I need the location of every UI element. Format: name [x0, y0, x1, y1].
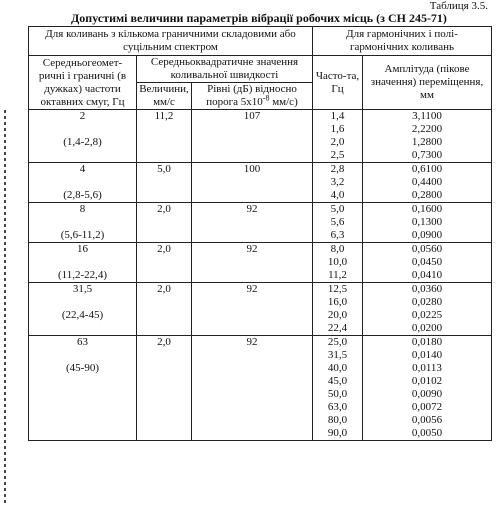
cell-amplitude: 0,0113: [363, 362, 492, 375]
cell-velocity-value: 2,0: [137, 336, 192, 350]
cell-harmonic-frequency: 31,5: [313, 349, 363, 362]
cell-level-db: 100: [192, 163, 313, 177]
cell-level-db: [192, 427, 313, 441]
cell-amplitude: 1,2800: [363, 136, 492, 149]
cell-octave-range: (2,8-5,6): [29, 189, 137, 203]
cell-harmonic-frequency: 11,2: [313, 269, 363, 283]
cell-velocity-value: 2,0: [137, 203, 192, 217]
cell-level-db: [192, 136, 313, 149]
cell-velocity-value: [137, 296, 192, 309]
cell-amplitude: 0,0900: [363, 229, 492, 243]
cell-empty: [29, 349, 137, 362]
cell-velocity-value: [137, 322, 192, 336]
cell-velocity-value: [137, 414, 192, 427]
cell-level-db: [192, 269, 313, 283]
table-row: [29, 401, 492, 414]
table-row: [29, 349, 492, 362]
cell-velocity-value: [137, 189, 192, 203]
cell-octave-frequency: 2: [29, 110, 137, 124]
cell-level-db: [192, 362, 313, 375]
table-row: [29, 123, 492, 136]
vibration-table: [28, 26, 492, 441]
table-row: [29, 336, 492, 350]
cell-velocity-value: [137, 401, 192, 414]
page-margin-mark: [4, 110, 6, 505]
cell-amplitude: 0,0280: [363, 296, 492, 309]
cell-amplitude: 0,0090: [363, 388, 492, 401]
cell-harmonic-frequency: 6,3: [313, 229, 363, 243]
cell-level-db: [192, 349, 313, 362]
cell-amplitude: 0,0450: [363, 256, 492, 269]
cell-octave-frequency: 4: [29, 163, 137, 177]
cell-level-db: [192, 388, 313, 401]
cell-empty: [29, 322, 137, 336]
cell-octave-frequency: 31,5: [29, 283, 137, 297]
table-row: [29, 256, 492, 269]
cell-amplitude: 2,2200: [363, 123, 492, 136]
cell-octave-range: (11,2-22,4): [29, 269, 137, 283]
cell-level-db: 107: [192, 110, 313, 124]
table-row: [29, 229, 492, 243]
cell-harmonic-frequency: 1,6: [313, 123, 363, 136]
cell-amplitude: 0,0180: [363, 336, 492, 350]
cell-octave-range: (22,4-45): [29, 309, 137, 322]
cell-level-db: [192, 322, 313, 336]
table-row: [29, 136, 492, 149]
cell-empty: [29, 427, 137, 441]
cell-amplitude: 0,2800: [363, 189, 492, 203]
cell-amplitude: 0,0200: [363, 322, 492, 336]
table-row: [29, 388, 492, 401]
cell-empty: [29, 414, 137, 427]
cell-velocity-value: [137, 256, 192, 269]
cell-velocity-value: [137, 149, 192, 163]
table-row: [29, 283, 492, 297]
cell-octave-range: (45-90): [29, 362, 137, 375]
cell-harmonic-frequency: 2,8: [313, 163, 363, 177]
cell-harmonic-frequency: 90,0: [313, 427, 363, 441]
cell-harmonic-frequency: 2,0: [313, 136, 363, 149]
cell-level-db: [192, 256, 313, 269]
table-row: [29, 176, 492, 189]
col-level-header: Рівні (дБ) відносно порога $5x10^{-8}$ мм/с): [192, 83, 313, 110]
cell-level-db: [192, 189, 313, 203]
table-row: [29, 216, 492, 229]
cell-amplitude: 0,6100: [363, 163, 492, 177]
cell-level-db: [192, 401, 313, 414]
cell-harmonic-frequency: 50,0: [313, 388, 363, 401]
cell-harmonic-frequency: 4,0: [313, 189, 363, 203]
table-row: [29, 149, 492, 163]
cell-velocity-value: [137, 123, 192, 136]
table-body: [29, 110, 492, 441]
cell-empty: [29, 401, 137, 414]
table-row: [29, 269, 492, 283]
cell-amplitude: 0,0050: [363, 427, 492, 441]
col-harm-freq-header: Часто-та, Гц: [313, 56, 363, 110]
table-row: [29, 110, 492, 124]
cell-octave-range: (5,6-11,2): [29, 229, 137, 243]
cell-harmonic-frequency: 5,6: [313, 216, 363, 229]
cell-velocity-value: [137, 362, 192, 375]
cell-harmonic-frequency: 63,0: [313, 401, 363, 414]
cell-level-db: 92: [192, 336, 313, 350]
cell-empty: [29, 296, 137, 309]
cell-velocity-value: [137, 309, 192, 322]
cell-amplitude: 0,0225: [363, 309, 492, 322]
table-row: [29, 203, 492, 217]
cell-velocity-value: [137, 388, 192, 401]
cell-amplitude: 0,0102: [363, 375, 492, 388]
cell-amplitude: 0,0410: [363, 269, 492, 283]
cell-amplitude: 0,4400: [363, 176, 492, 189]
cell-amplitude: 0,7300: [363, 149, 492, 163]
cell-harmonic-frequency: 2,5: [313, 149, 363, 163]
cell-empty: [29, 388, 137, 401]
cell-amplitude: 0,0140: [363, 349, 492, 362]
table-row: [29, 375, 492, 388]
cell-harmonic-frequency: 80,0: [313, 414, 363, 427]
col-value-header: Величини, мм/с: [137, 83, 192, 110]
table-row: [29, 243, 492, 257]
cell-level-db: [192, 375, 313, 388]
col-frequency-header: Середньогеомет-ричні і граничні (в дужках) частоти октавних смуг, Гц: [29, 56, 137, 110]
cell-level-db: [192, 176, 313, 189]
cell-octave-range: (1,4-2,8): [29, 136, 137, 149]
cell-velocity-value: [137, 136, 192, 149]
cell-empty: [29, 149, 137, 163]
cell-harmonic-frequency: 5,0: [313, 203, 363, 217]
cell-harmonic-frequency: 1,4: [313, 110, 363, 124]
cell-level-db: 92: [192, 243, 313, 257]
col-rms-header: Середньоквадратичне значення коливальної швидкості: [137, 56, 313, 83]
cell-harmonic-frequency: 8,0: [313, 243, 363, 257]
table-row: [29, 309, 492, 322]
cell-octave-frequency: 63: [29, 336, 137, 350]
cell-velocity-value: [137, 269, 192, 283]
cell-velocity-value: [137, 229, 192, 243]
table-row: [29, 163, 492, 177]
cell-empty: [29, 123, 137, 136]
cell-velocity-value: [137, 176, 192, 189]
cell-harmonic-frequency: 40,0: [313, 362, 363, 375]
table-row: [29, 322, 492, 336]
cell-velocity-value: [137, 375, 192, 388]
cell-velocity-value: 2,0: [137, 243, 192, 257]
table-row: [29, 414, 492, 427]
table-title: Допустимі величини параметрів вібрації робочих місць (з СН 245-71): [71, 11, 447, 25]
cell-level-db: [192, 216, 313, 229]
cell-level-db: [192, 123, 313, 136]
cell-empty: [29, 256, 137, 269]
cell-amplitude: 0,0056: [363, 414, 492, 427]
cell-amplitude: 0,0560: [363, 243, 492, 257]
group-right-header: Для гармонічних і полі-гармонічних коливань: [313, 27, 492, 56]
col-amplitude-header: Амплітуда (пікове значення) переміщення, мм: [363, 56, 492, 110]
table-row: [29, 362, 492, 375]
cell-octave-frequency: 16: [29, 243, 137, 257]
table-row: [29, 189, 492, 203]
cell-empty: [29, 176, 137, 189]
group-left-header: Для коливань з кількома граничними складовими або суцільним спектром: [29, 27, 313, 56]
cell-velocity-value: 2,0: [137, 283, 192, 297]
cell-level-db: [192, 149, 313, 163]
cell-harmonic-frequency: 10,0: [313, 256, 363, 269]
table-row: [29, 427, 492, 441]
cell-harmonic-frequency: 22,4: [313, 322, 363, 336]
cell-level-db: 92: [192, 203, 313, 217]
cell-level-db: [192, 296, 313, 309]
cell-harmonic-frequency: 16,0: [313, 296, 363, 309]
cell-harmonic-frequency: 12,5: [313, 283, 363, 297]
cell-amplitude: 3,1100: [363, 110, 492, 124]
table-caption: Таблиця 3.5.: [429, 0, 488, 12]
cell-velocity-value: [137, 216, 192, 229]
cell-velocity-value: 5,0: [137, 163, 192, 177]
cell-harmonic-frequency: 25,0: [313, 336, 363, 350]
cell-amplitude: 0,0072: [363, 401, 492, 414]
cell-amplitude: 0,1600: [363, 203, 492, 217]
cell-level-db: [192, 414, 313, 427]
cell-velocity-value: [137, 427, 192, 441]
cell-amplitude: 0,1300: [363, 216, 492, 229]
cell-velocity-value: 11,2: [137, 110, 192, 124]
cell-harmonic-frequency: 3,2: [313, 176, 363, 189]
cell-level-db: 92: [192, 283, 313, 297]
cell-level-db: [192, 309, 313, 322]
cell-level-db: [192, 229, 313, 243]
cell-harmonic-frequency: 20,0: [313, 309, 363, 322]
table-row: [29, 296, 492, 309]
cell-velocity-value: [137, 349, 192, 362]
cell-harmonic-frequency: 45,0: [313, 375, 363, 388]
cell-octave-frequency: 8: [29, 203, 137, 217]
cell-amplitude: 0,0360: [363, 283, 492, 297]
cell-empty: [29, 216, 137, 229]
cell-empty: [29, 375, 137, 388]
